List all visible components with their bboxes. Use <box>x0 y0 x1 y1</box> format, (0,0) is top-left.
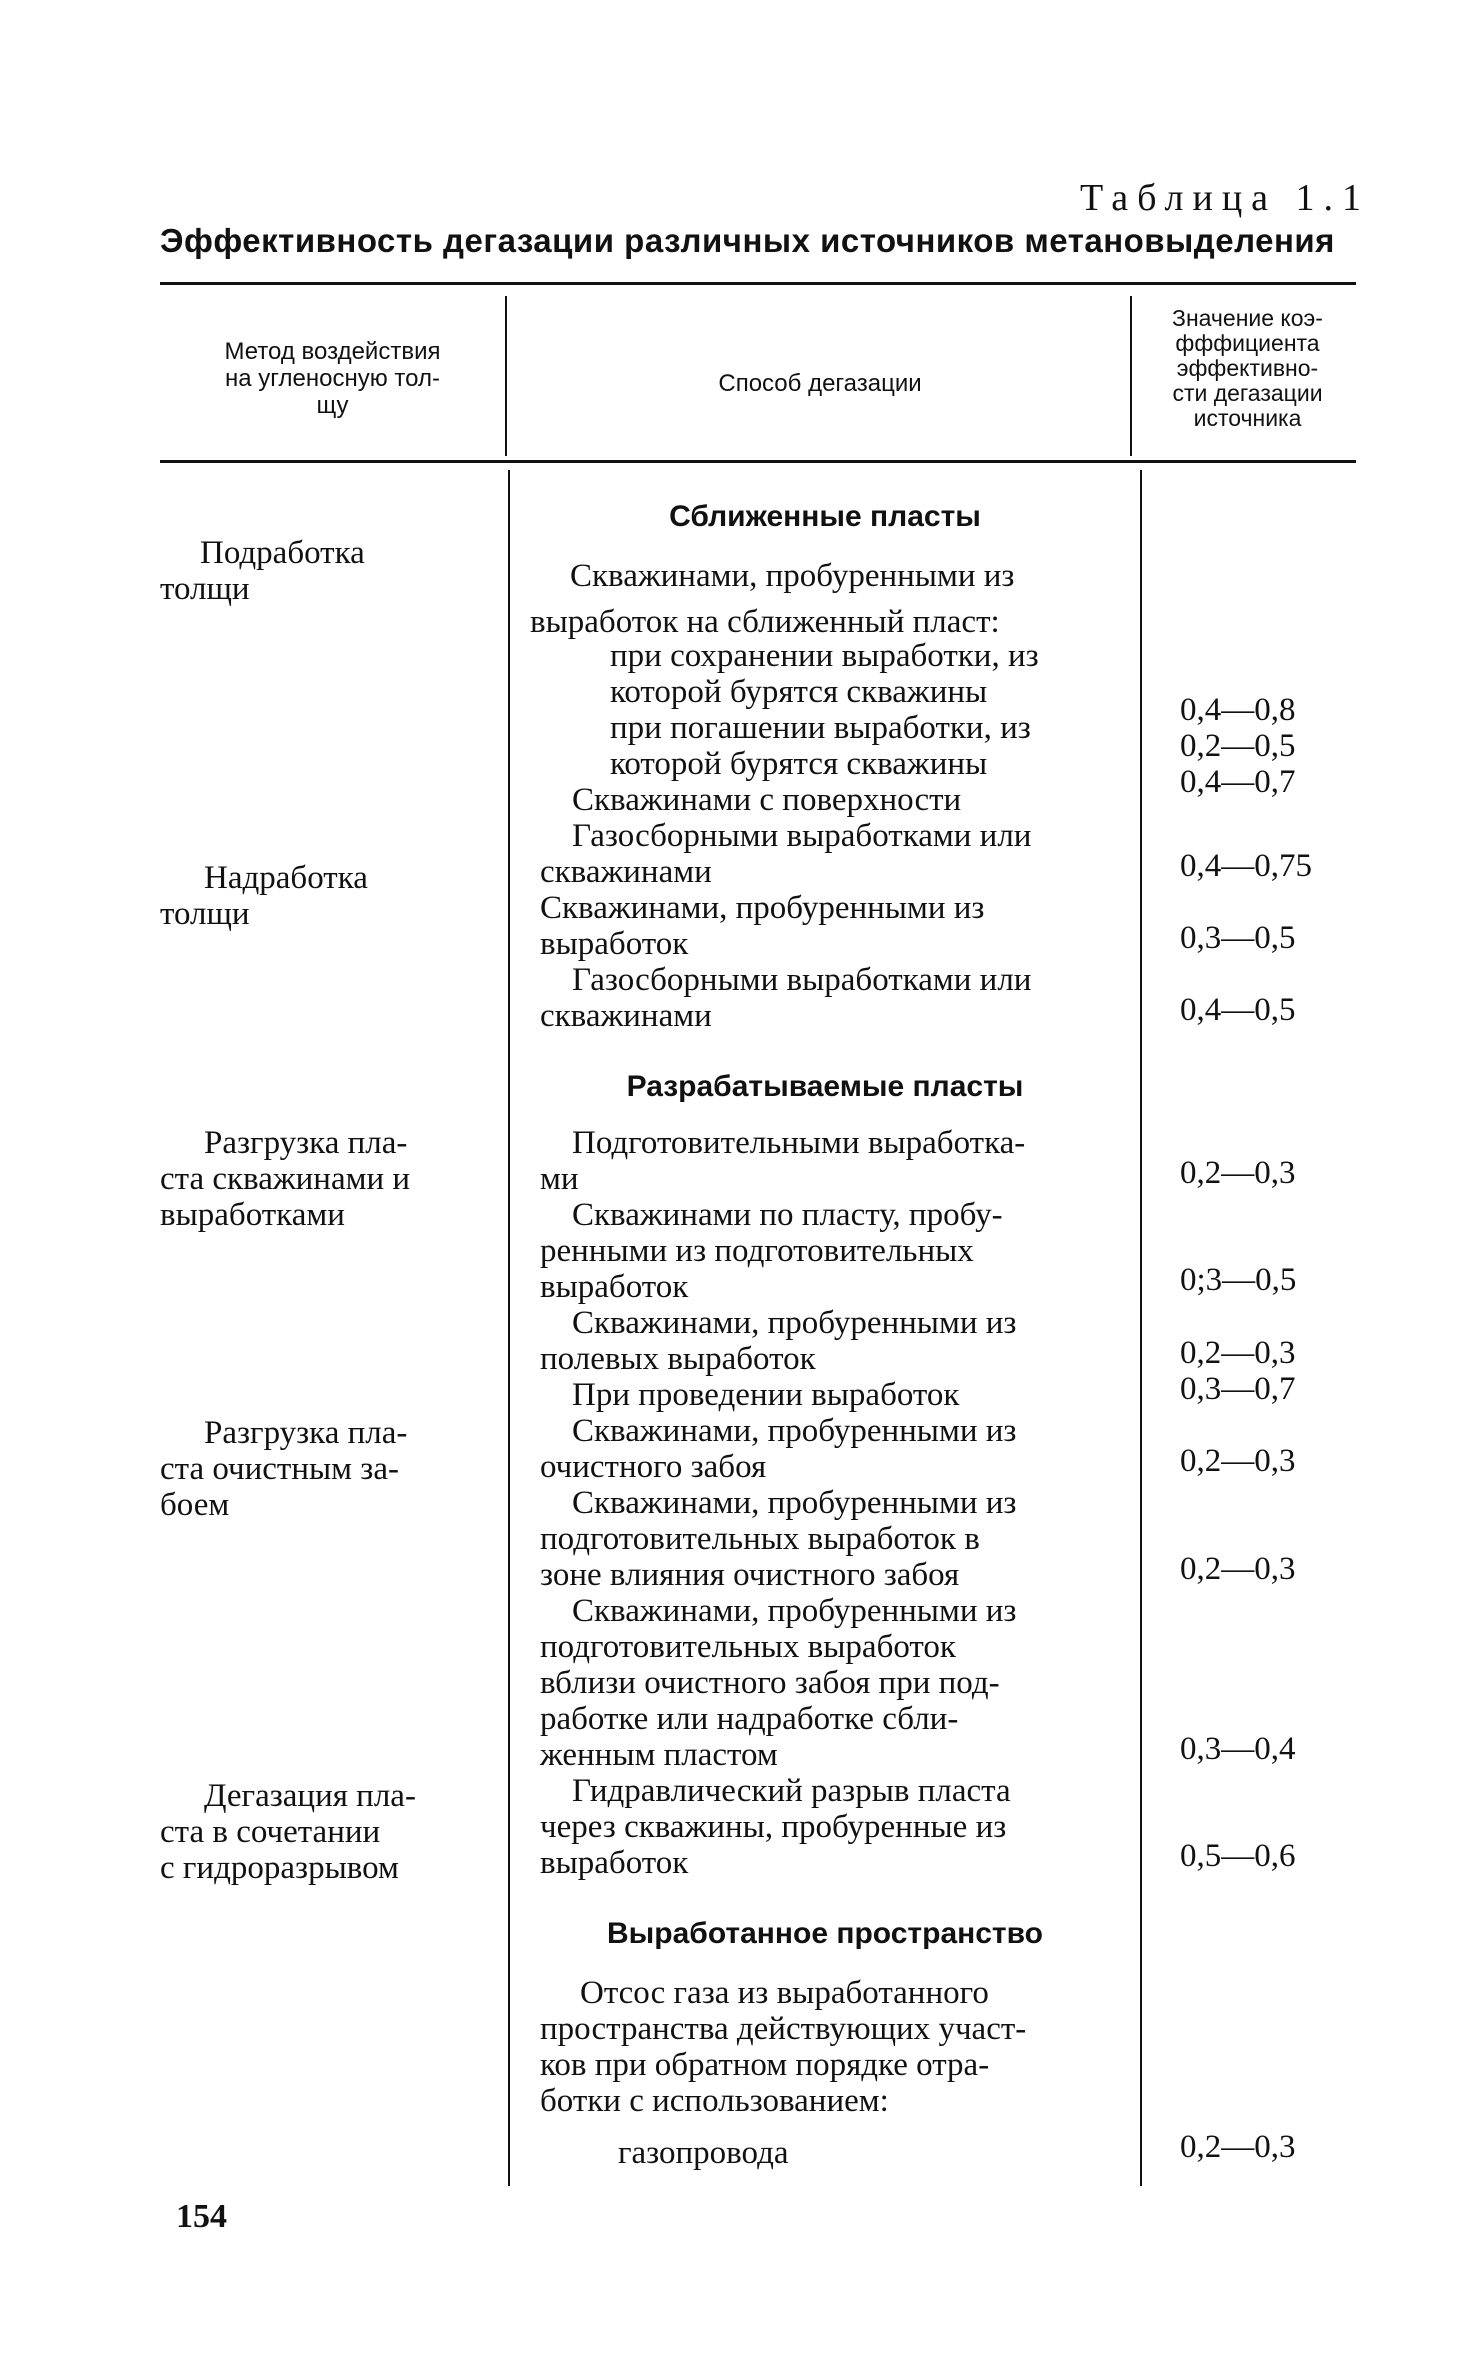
way-cell <box>540 1773 1130 1881</box>
table-title: Эффективность дегазации различных источников метановыделения <box>160 222 1335 259</box>
value-cell: 0,4—0,5 <box>1180 992 1296 1028</box>
way-cell <box>540 1975 1130 2119</box>
value-cell: 0,4—0,8 <box>1180 692 1296 728</box>
way-line: которой бурятся скважины <box>610 674 988 710</box>
method-line: ста в сочетании <box>160 1814 381 1850</box>
table-label: Таблица 1.1 <box>1080 177 1371 219</box>
way-line: очистного забоя <box>540 1449 767 1485</box>
way-line: при погашении выработки, из <box>610 710 1031 746</box>
method-line: Подработка <box>200 535 365 571</box>
way-cell <box>540 1305 1130 1377</box>
way-line: При проведении выработок <box>572 1377 960 1413</box>
method-cell <box>160 535 500 607</box>
section-heading: Выработанное пространство <box>607 1917 1043 1950</box>
method-line: боем <box>160 1487 230 1523</box>
way-line: женным пластом <box>540 1737 778 1773</box>
way-line: зоне влияния очистного забоя <box>540 1557 960 1593</box>
section-heading: Разрабатываемые пласты <box>626 1070 1024 1103</box>
way-line: ков при обратном порядке отра- <box>540 2047 990 2083</box>
way-cell <box>540 818 1130 890</box>
value-cell: 0,4—0,75 <box>1180 848 1312 884</box>
method-cell <box>160 1778 500 1886</box>
way-line: Скважинами, пробуренными из <box>572 1485 1017 1521</box>
way-line: Скважинами, пробуренными из <box>570 558 1015 594</box>
value-cell: 0;3—0,5 <box>1180 1262 1297 1298</box>
method-line: выработками <box>160 1197 345 1233</box>
way-cell <box>540 1413 1130 1485</box>
way-line: выработок на сближенный пласт: <box>530 604 1000 640</box>
way-line: скважинами <box>540 854 712 890</box>
way-line: работке или надработке сбли- <box>540 1701 959 1737</box>
header-way: Способ дегазации <box>718 370 922 397</box>
method-cell <box>160 1125 500 1233</box>
way-line: через скважины, пробуренные из <box>540 1809 1007 1845</box>
section-heading: Сближенные пласты <box>669 500 981 533</box>
value-cell: 0,3—0,7 <box>1180 1371 1296 1407</box>
way-line: газопровода <box>618 2135 789 2171</box>
way-line: Газосборными выработками или <box>572 962 1032 998</box>
method-cell <box>160 860 500 932</box>
way-line: Отсос газа из выработанного <box>580 1975 989 2011</box>
way-line: Гидравлический разрыв пласта <box>572 1773 1011 1809</box>
way-line: при сохранении выработки, из <box>610 638 1039 674</box>
header-bottom-rule <box>160 460 1356 463</box>
way-line: ми <box>540 1161 579 1197</box>
header-method-line: щу <box>316 392 349 419</box>
way-line: полевых выработок <box>540 1341 816 1377</box>
method-line: Надработка <box>204 860 368 896</box>
way-cell <box>540 1593 1130 1773</box>
method-line: с гидроразрывом <box>160 1850 399 1886</box>
way-line: подготовительных выработок в <box>540 1521 980 1557</box>
way-line: Скважинами с поверхности <box>572 782 962 818</box>
header-value <box>1135 306 1360 431</box>
header-method <box>165 338 500 419</box>
value-cell: 0,5—0,6 <box>1180 1838 1296 1874</box>
way-cell <box>540 1485 1130 1593</box>
value-cell: 0,2—0,3 <box>1180 1443 1296 1479</box>
way-cell <box>610 638 1200 710</box>
value-cell: 0,3—0,4 <box>1180 1731 1296 1767</box>
method-line: толщи <box>160 571 250 607</box>
method-line: толщи <box>160 896 250 932</box>
header-divider-2 <box>1130 296 1132 456</box>
method-line: ста очистным за- <box>160 1451 399 1487</box>
value-cell: 0,2—0,3 <box>1180 1551 1296 1587</box>
value-cell: 0,2—0,5 <box>1180 728 1296 764</box>
way-line: Подготовительными выработка- <box>572 1125 1026 1161</box>
header-value-line: фффициента <box>1175 330 1320 356</box>
header-value-line: источника <box>1193 405 1302 431</box>
way-cell <box>540 890 1130 962</box>
method-line: Разгрузка пла- <box>204 1125 408 1161</box>
way-line: ботки с использованием: <box>540 2083 889 2119</box>
method-line: Дегазация пла- <box>204 1778 416 1814</box>
value-cell: 0,2—0,3 <box>1180 1335 1296 1371</box>
way-line: Скважинами, пробуренными из <box>540 890 985 926</box>
way-cell <box>618 2135 1208 2171</box>
header-value-line: эффективно- <box>1176 355 1319 381</box>
method-cell <box>160 1415 500 1523</box>
way-line: Скважинами, пробуренными из <box>572 1413 1017 1449</box>
way-line: Скважинами, пробуренными из <box>572 1305 1017 1341</box>
top-rule <box>160 282 1356 285</box>
value-cell: 0,2—0,3 <box>1180 1155 1296 1191</box>
header-value-line: Значение коэ- <box>1172 305 1323 331</box>
way-cell <box>540 1125 1130 1197</box>
way-line: пространства действующих участ- <box>540 2011 1027 2047</box>
way-cell <box>572 1377 1162 1413</box>
way-line: ренными из подготовительных <box>540 1233 974 1269</box>
way-line: Скважинами, пробуренными из <box>572 1593 1017 1629</box>
header-method-line: Метод воздействия <box>224 338 441 365</box>
method-line: Разгрузка пла- <box>204 1415 408 1451</box>
way-line: вблизи очистного забоя при под- <box>540 1665 1000 1701</box>
value-cell: 0,4—0,7 <box>1180 764 1296 800</box>
way-line: подготовительных выработок <box>540 1629 956 1665</box>
way-line: выработок <box>540 1269 689 1305</box>
way-line: которой бурятся скважины <box>610 746 988 782</box>
header-value-line: сти дегазации <box>1172 380 1323 406</box>
header-divider-1 <box>505 296 507 456</box>
value-cell: 0,2—0,3 <box>1180 2129 1296 2165</box>
way-cell <box>540 1197 1130 1305</box>
way-cell <box>540 962 1130 1034</box>
method-line: ста скважинами и <box>160 1161 411 1197</box>
way-line: выработок <box>540 1845 689 1881</box>
way-line: скважинами <box>540 998 712 1034</box>
header-method-line: на угленосную тол- <box>225 365 440 392</box>
value-cell: 0,3—0,5 <box>1180 920 1296 956</box>
way-cell <box>530 553 1120 645</box>
way-line: выработок <box>540 926 689 962</box>
way-line: Газосборными выработками или <box>572 818 1032 854</box>
way-cell <box>572 782 1162 818</box>
way-cell <box>610 710 1200 782</box>
way-line: Скважинами по пласту, пробу- <box>572 1197 1003 1233</box>
page-number: 154 <box>176 2198 227 2235</box>
body-divider-1 <box>508 470 510 2186</box>
